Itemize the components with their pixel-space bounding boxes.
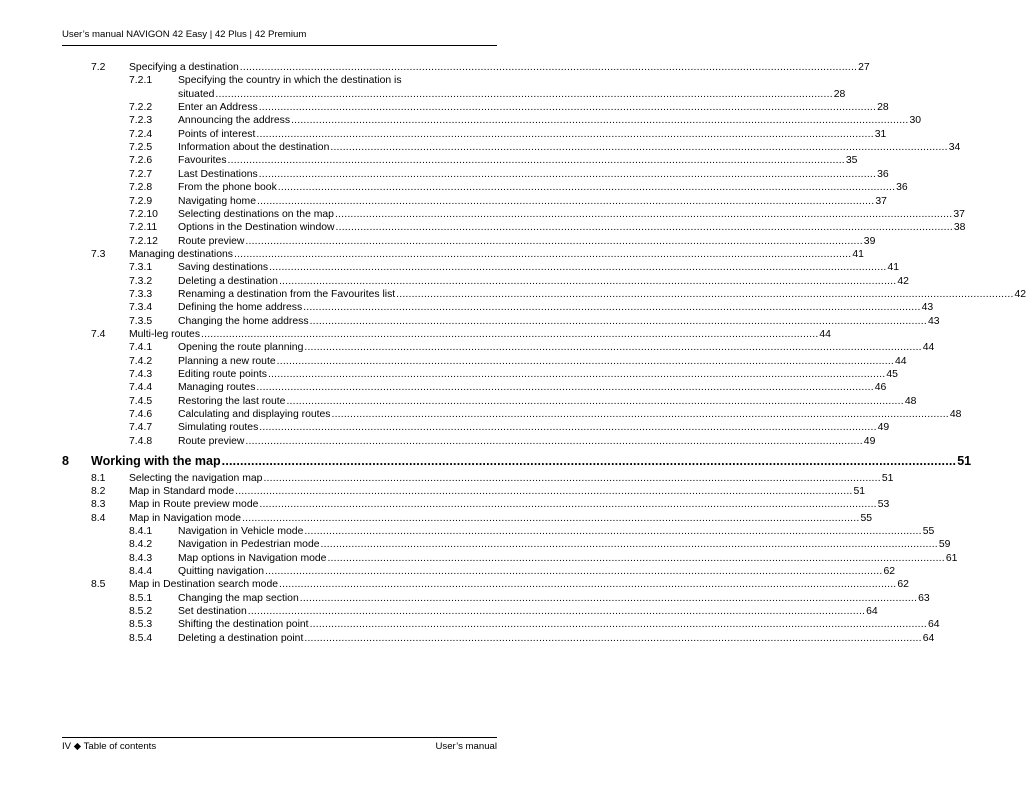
toc-entry-number: 7.4.5 xyxy=(129,395,153,407)
toc-entry-title: From the phone book xyxy=(178,182,277,194)
toc-entry-number: 7.2.10 xyxy=(129,208,158,220)
toc-entry-page: 30 xyxy=(909,115,922,127)
toc-entry-number: 7.4.3 xyxy=(129,369,153,381)
toc-entry[interactable] xyxy=(91,578,909,591)
toc-entry-number: 7.3.4 xyxy=(129,302,153,314)
toc-entry-page: 53 xyxy=(877,499,890,511)
toc-entry-number: 8.4 xyxy=(91,512,106,524)
toc-entry[interactable] xyxy=(129,168,889,181)
toc-entry[interactable] xyxy=(91,328,831,341)
toc-entry[interactable] xyxy=(129,221,966,234)
toc-entry-number: 7.4.6 xyxy=(129,409,153,421)
toc-entry[interactable] xyxy=(129,235,876,248)
toc-entry-number: 7.2.7 xyxy=(129,168,153,180)
toc-entry-page: 43 xyxy=(927,315,940,327)
toc-entry-number: 7.4.7 xyxy=(129,422,153,434)
toc-entry-page: 28 xyxy=(877,102,889,114)
toc-entry-page: 41 xyxy=(852,248,864,260)
toc-entry-page: 37 xyxy=(875,195,887,207)
page-header xyxy=(62,29,497,46)
toc-entry-title: Changing the home address xyxy=(178,315,309,327)
toc-entry[interactable] xyxy=(62,454,972,469)
toc-entry-page: 64 xyxy=(927,619,940,631)
toc-entry[interactable] xyxy=(178,88,846,101)
toc-entry[interactable] xyxy=(129,565,896,578)
toc-entry[interactable] xyxy=(91,61,870,74)
toc-leader-dots: ........................................................................................................................................................................................................ xyxy=(303,302,921,314)
toc-leader-dots: ........................................................................................................................................................................................................ xyxy=(299,592,918,604)
toc-entry[interactable] xyxy=(129,141,961,154)
toc-entry-page: 36 xyxy=(896,182,908,194)
toc-entry-page: 46 xyxy=(874,382,887,394)
toc-entry-page: 43 xyxy=(921,302,934,314)
toc-leader-dots: ........................................................................................................................................................................................................ xyxy=(265,565,883,577)
toc-entry-number: 8 xyxy=(62,454,69,469)
toc-leader-dots: ........................................................................................................................................................................................................ xyxy=(201,329,819,340)
toc-leader-dots: ........................................................................................................................................................................................................ xyxy=(233,248,852,260)
toc-leader-dots: ........................................................................................................................................................................................................ xyxy=(215,88,833,100)
toc-entry-number: 8.5.2 xyxy=(129,606,153,617)
toc-entry-page: 51 xyxy=(957,454,972,469)
toc-entry-number: 7.2.3 xyxy=(129,115,153,127)
toc-entry-number: 7.2.4 xyxy=(129,128,153,140)
toc-entry-title: Last Destinations xyxy=(178,168,258,180)
toc-entry-number: 8.5.1 xyxy=(129,592,153,604)
toc-entry[interactable] xyxy=(129,632,935,645)
footer-left: IV ◆ Table of contents xyxy=(62,741,157,752)
toc-entry[interactable] xyxy=(129,195,887,208)
toc-entry-title: Set destination xyxy=(178,606,247,617)
toc-entry-number: 8.4.4 xyxy=(129,565,153,577)
toc-entry[interactable] xyxy=(129,208,965,221)
toc-leader-dots: ........................................................................................................................................................................................................ xyxy=(327,552,945,564)
toc-entry-title: Quitting navigation xyxy=(178,565,265,577)
toc-leader-dots: ........................................................................................................................................................................................................ xyxy=(259,499,877,511)
toc-entry-number: 7.2.12 xyxy=(129,235,158,247)
toc-entry[interactable] xyxy=(129,288,1026,301)
toc-entry-title: Announcing the address xyxy=(178,115,291,127)
toc-entry-number: 7.2.8 xyxy=(129,182,153,194)
toc-entry-title: Map in Route preview mode xyxy=(129,499,259,511)
toc-entry-page: 27 xyxy=(858,62,870,73)
toc-entry[interactable] xyxy=(91,512,872,525)
toc-entry-number: 8.5 xyxy=(91,579,106,591)
toc-leader-dots: ........................................................................................................................................................................................................ xyxy=(286,395,904,407)
toc-entry[interactable] xyxy=(129,605,878,618)
toc-entry[interactable] xyxy=(129,128,887,141)
toc-entry-page: 62 xyxy=(897,579,909,591)
toc-leader-dots: ........................................................................................................................................................................................................ xyxy=(263,472,881,484)
toc-entry-page: 48 xyxy=(949,409,962,421)
toc-entry[interactable] xyxy=(129,114,922,127)
toc-entry-title: Navigation in Pedestrian mode xyxy=(178,539,320,551)
toc-entry[interactable] xyxy=(129,435,876,448)
toc-entry-title: Editing route points xyxy=(178,369,267,381)
toc-leader-dots: ........................................................................................................................................................................................................ xyxy=(242,512,860,524)
toc-entry[interactable] xyxy=(129,275,909,288)
toc-entry-title: Map in Standard mode xyxy=(129,485,235,497)
toc-entry-number: 7.2 xyxy=(91,62,106,73)
toc-entry[interactable] xyxy=(129,181,908,194)
toc-entry-number: 8.3 xyxy=(91,499,106,511)
toc-entry-number: 7.3.2 xyxy=(129,275,153,287)
toc-entry[interactable] xyxy=(129,408,962,421)
toc-entry-title: Managing routes xyxy=(178,382,256,394)
toc-leader-dots: ........................................................................................................................................................................................................ xyxy=(279,579,897,591)
toc-entry-number: 8.2 xyxy=(91,485,106,497)
toc-entry-number: 7.4.2 xyxy=(129,355,153,367)
toc-leader-dots: ........................................................................................................................................................................................................ xyxy=(221,454,957,469)
toc-entry-number: 7.3.5 xyxy=(129,315,153,327)
toc-leader-dots: ........................................................................................................................................................................................................ xyxy=(335,222,953,234)
toc-entry-page: 42 xyxy=(897,275,909,287)
toc-entry-number: 7.3.1 xyxy=(129,262,153,274)
toc-entry-title: Calculating and displaying routes xyxy=(178,409,331,421)
toc-leader-dots: ........................................................................................................................................................................................................ xyxy=(269,262,887,274)
toc-entry-title: Enter an Address xyxy=(178,102,258,114)
toc-entry-title: Selecting the navigation map xyxy=(129,472,263,484)
toc-leader-dots: ........................................................................................................................................................................................................ xyxy=(245,435,863,447)
toc-entry-page: 55 xyxy=(860,512,872,524)
toc-leader-dots: ........................................................................................................................................................................................................ xyxy=(256,128,874,140)
toc-entry-title: Specifying a destination xyxy=(129,62,239,73)
toc-entry-page: 49 xyxy=(877,422,890,434)
toc-entry-title: Options in the Destination window xyxy=(178,222,335,234)
page-footer xyxy=(62,737,497,753)
toc-leader-dots: ........................................................................................................................................................................................................ xyxy=(304,525,922,537)
toc-entry-page: 31 xyxy=(874,128,887,140)
toc-leader-dots: ........................................................................................................................................................................................................ xyxy=(256,382,874,394)
toc-leader-dots: ........................................................................................................................................................................................................ xyxy=(267,369,886,381)
toc-entry-page: 45 xyxy=(886,369,898,381)
toc-entry-title: Shifting the destination point xyxy=(178,619,309,631)
toc-leader-dots: ........................................................................................................................................................................................................ xyxy=(309,619,927,631)
toc-entry[interactable] xyxy=(91,472,894,485)
toc-entry-number: 7.4.8 xyxy=(129,435,153,447)
toc-leader-dots: ........................................................................................................................................................................................................ xyxy=(247,606,866,617)
toc-leader-dots: ........................................................................................................................................................................................................ xyxy=(330,142,948,154)
toc-entry-title: Changing the map section xyxy=(178,592,299,604)
toc-entry-page: 55 xyxy=(922,525,935,537)
toc-entry-title: Opening the route planning xyxy=(178,342,304,354)
toc-entry-title: Saving destinations xyxy=(178,262,269,274)
toc-entry-page: 49 xyxy=(863,435,876,447)
toc-leader-dots: ........................................................................................................................................................................................................ xyxy=(258,102,877,114)
toc-entry[interactable] xyxy=(91,485,866,498)
toc-entry[interactable] xyxy=(91,248,864,261)
toc-entry-title: Navigating home xyxy=(178,195,256,207)
toc-leader-dots: ........................................................................................................................................................................................................ xyxy=(256,195,875,207)
toc-entry-page: 62 xyxy=(883,565,896,577)
toc-entry-title: situated xyxy=(178,88,215,100)
toc-leader-dots: ........................................................................................................................................................................................................ xyxy=(277,182,896,194)
toc-entry-page: 41 xyxy=(887,262,900,274)
toc-entry-title: Defining the home address xyxy=(178,302,303,314)
toc-entry-title: Managing destinations xyxy=(129,248,233,260)
toc-entry-title: Selecting destinations on the map xyxy=(178,208,334,220)
toc-entry[interactable] xyxy=(129,154,858,167)
toc-entry[interactable] xyxy=(129,261,900,274)
toc-entry-title: Map in Destination search mode xyxy=(129,579,279,591)
toc-entry-page: 64 xyxy=(922,632,935,644)
toc-entry-title: Route preview xyxy=(178,435,245,447)
toc-entry-title: Favourites xyxy=(178,155,227,167)
toc-leader-dots: ........................................................................................................................................................................................................ xyxy=(235,485,853,497)
toc-entry-number: 8.4.1 xyxy=(129,525,153,537)
toc-entry-title: Working with the map xyxy=(91,454,221,469)
toc-leader-dots: ........................................................................................................................................................................................................ xyxy=(276,355,895,367)
toc-entry[interactable] xyxy=(129,368,898,381)
toc-entry-title: Navigation in Vehicle mode xyxy=(178,525,304,537)
toc-entry-page: 36 xyxy=(877,168,889,180)
toc-entry[interactable] xyxy=(129,525,935,538)
toc-entry-page: 34 xyxy=(948,142,961,154)
toc-entry[interactable] xyxy=(129,101,889,114)
toc-entry[interactable] xyxy=(129,395,917,408)
toc-entry-number: 8.4.2 xyxy=(129,539,153,551)
header-title: User’s manual NAVIGON 42 Easy | 42 Plus | 42 Premium xyxy=(62,29,307,40)
toc-entry[interactable] xyxy=(129,301,934,314)
toc-leader-dots: ........................................................................................................................................................................................................ xyxy=(309,315,927,327)
toc-leader-dots: ........................................................................................................................................................................................................ xyxy=(278,275,897,287)
toc-entry-number: 7.3.3 xyxy=(129,288,153,300)
toc-entry[interactable] xyxy=(129,538,951,551)
toc-entry-page: 28 xyxy=(833,88,846,100)
toc-entry-number: 8.1 xyxy=(91,472,106,484)
toc-entry-title: Map in Navigation mode xyxy=(129,512,242,524)
toc-entry-page: 39 xyxy=(863,235,876,247)
footer-right: User’s manual xyxy=(435,741,497,752)
toc-entry-page: 35 xyxy=(845,155,858,167)
toc-entry-page: 44 xyxy=(895,355,907,367)
toc-entry-title: Multi-leg routes xyxy=(129,329,201,340)
toc-entry-title: Deleting a destination xyxy=(178,275,278,287)
toc-entry-page: 42 xyxy=(1014,288,1026,300)
toc-entry-number: 7.2.6 xyxy=(129,155,153,167)
toc-entry[interactable] xyxy=(129,381,887,394)
toc-entry-page: 51 xyxy=(853,485,866,497)
toc-entry-number: 7.2.11 xyxy=(129,222,158,234)
toc-entry-number: 8.5.3 xyxy=(129,619,153,631)
toc-leader-dots: ........................................................................................................................................................................................................ xyxy=(259,422,877,434)
toc-entry-page: 38 xyxy=(953,222,966,234)
toc-entry[interactable] xyxy=(129,618,940,631)
toc-entry-title: Points of interest xyxy=(178,128,256,140)
toc-entry-number: 7.4 xyxy=(91,329,106,340)
toc-leader-dots: ........................................................................................................................................................................................................ xyxy=(239,62,858,73)
toc-entry[interactable] xyxy=(129,592,930,605)
toc-entry[interactable] xyxy=(129,355,907,368)
toc-entry-title: Restoring the last route xyxy=(178,395,286,407)
toc-entry-number: 7.2.1 xyxy=(129,75,153,87)
toc-entry-page: 61 xyxy=(945,552,958,564)
toc-entry-page: 51 xyxy=(881,472,894,484)
toc-entry-page: 63 xyxy=(918,592,930,604)
toc-entry[interactable] xyxy=(129,552,958,565)
toc-entry-title: Map options in Navigation mode xyxy=(178,552,327,564)
toc-leader-dots: ........................................................................................................................................................................................................ xyxy=(331,409,949,421)
toc-leader-dots: ........................................................................................................................................................................................................ xyxy=(304,342,922,354)
toc-entry[interactable] xyxy=(129,74,497,87)
toc-entry-title: Renaming a destination from the Favourites list xyxy=(178,288,396,300)
toc-leader-dots: ........................................................................................................................................................................................................ xyxy=(320,539,938,551)
toc-entry-page: 44 xyxy=(819,329,831,340)
toc-entry-title: Information about the destination xyxy=(178,142,330,154)
toc-entry-page: 37 xyxy=(953,208,965,220)
toc-entry-page: 64 xyxy=(866,606,878,617)
toc-entry-number: 7.2.5 xyxy=(129,142,153,154)
toc-entry-page: 44 xyxy=(922,342,935,354)
toc-entry-title: Simulating routes xyxy=(178,422,259,434)
toc-entry-page: 59 xyxy=(938,539,951,551)
toc-entry-title: Deleting a destination point xyxy=(178,632,304,644)
toc-entry-number: 7.3 xyxy=(91,248,106,260)
toc-entry-title: Planning a new route xyxy=(178,355,276,367)
toc-leader-dots: ........................................................................................................................................................................................................ xyxy=(291,115,909,127)
toc-entry[interactable] xyxy=(129,315,940,328)
toc-entry[interactable] xyxy=(91,498,890,511)
toc-entry-number: 8.5.4 xyxy=(129,632,153,644)
toc-leader-dots: ........................................................................................................................................................................................................ xyxy=(227,155,845,167)
toc-entry-title: Specifying the country in which the destination is xyxy=(178,75,402,87)
toc-entry-number: 7.4.4 xyxy=(129,382,153,394)
toc-entry-page: 48 xyxy=(904,395,917,407)
toc-entry-number: 7.2.2 xyxy=(129,102,153,114)
toc-entry-number: 8.4.3 xyxy=(129,552,153,564)
toc-entry-number: 7.4.1 xyxy=(129,342,153,354)
toc-entry-title: Route preview xyxy=(178,235,245,247)
toc-leader-dots: ........................................................................................................................................................................................................ xyxy=(245,235,863,247)
toc-leader-dots: ........................................................................................................................................................................................................ xyxy=(334,208,953,220)
toc-leader-dots: ........................................................................................................................................................................................................ xyxy=(258,168,877,180)
toc-entry-number: 7.2.9 xyxy=(129,195,153,207)
toc-leader-dots: ........................................................................................................................................................................................................ xyxy=(396,288,1014,300)
toc-leader-dots: ........................................................................................................................................................................................................ xyxy=(304,632,922,644)
toc-entry[interactable] xyxy=(129,341,935,354)
toc-entry[interactable] xyxy=(129,421,890,434)
